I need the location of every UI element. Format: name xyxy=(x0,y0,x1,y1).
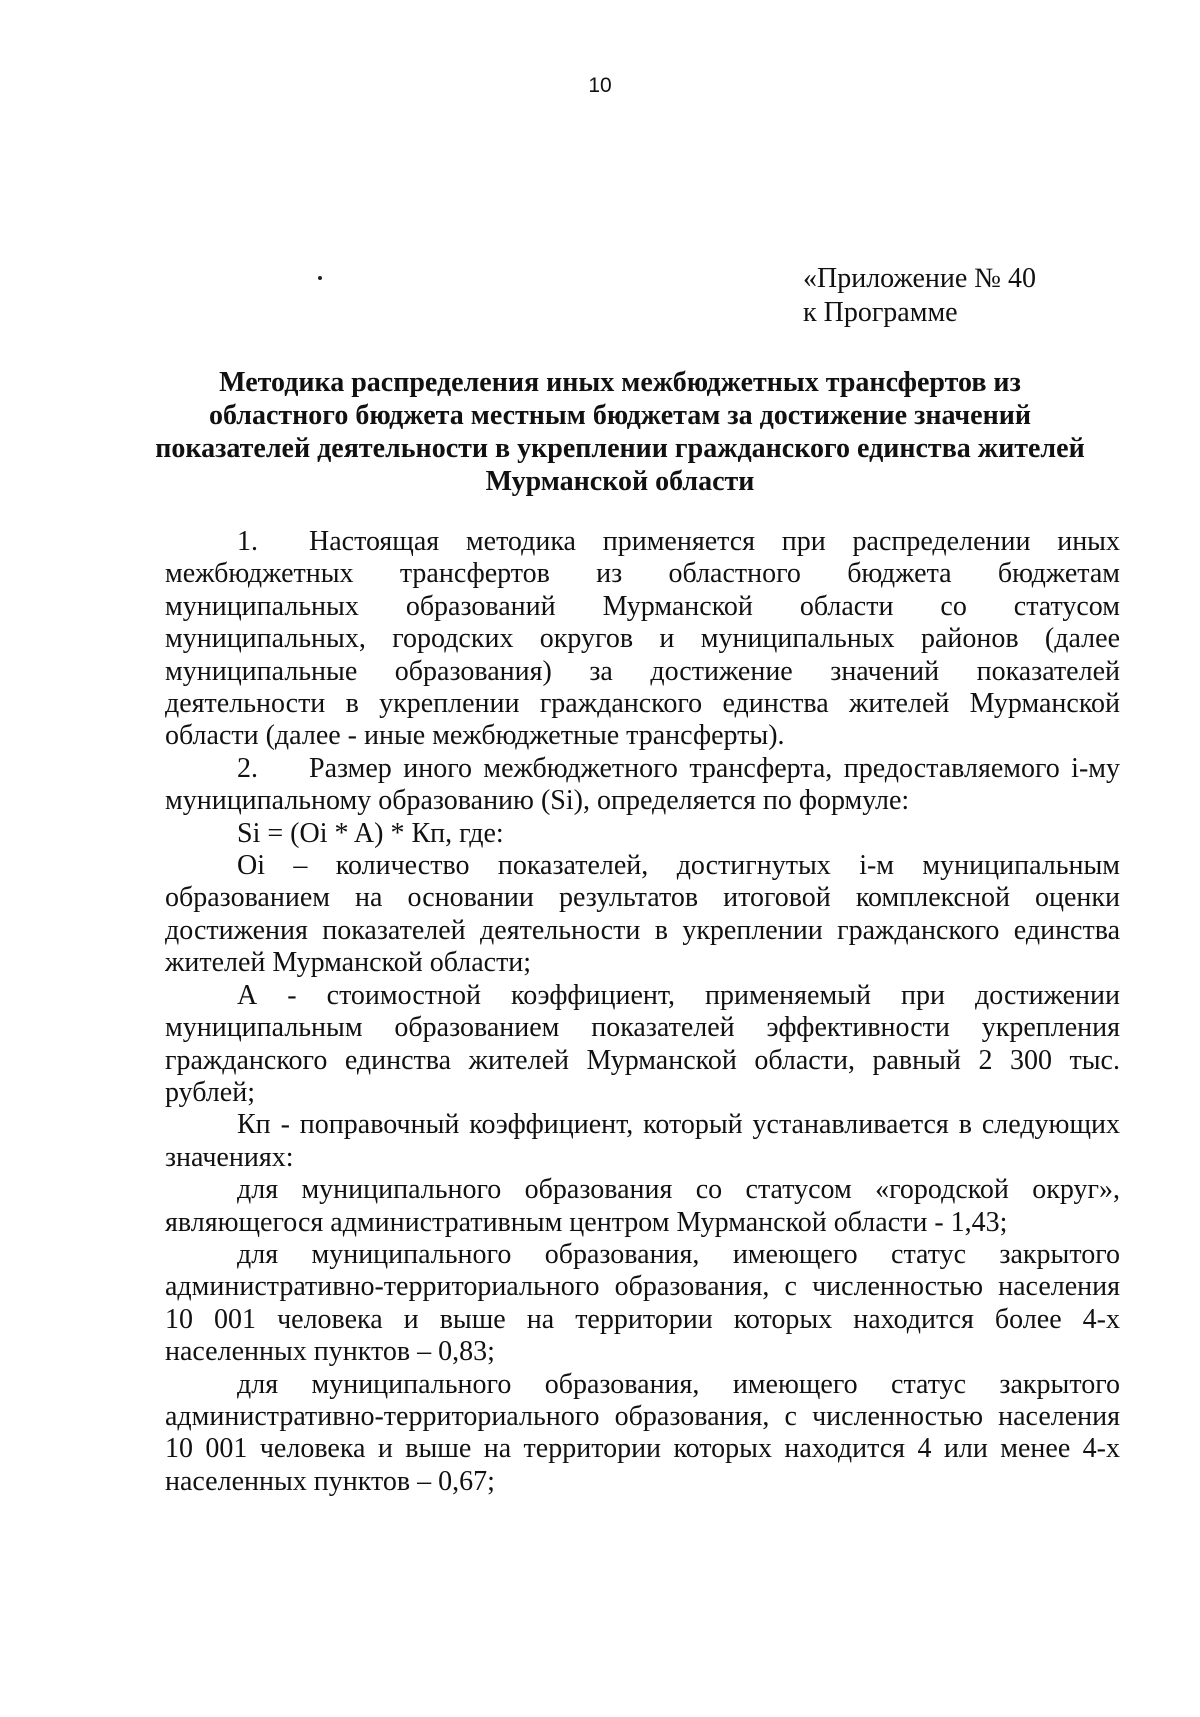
document-title xyxy=(150,366,1090,498)
paragraph-1 xyxy=(165,526,1120,753)
page-number: 10 xyxy=(588,74,612,97)
definition-kp: Кп - поправочный коэффициент, который устанавливается в следующих значениях: xyxy=(165,1109,1120,1173)
title-line-4: Мурманской области xyxy=(485,466,755,497)
stray-dot-mark xyxy=(318,276,322,280)
paragraph-2 xyxy=(165,753,1120,818)
paragraph-1-text: Настоящая методика применяется при распределении иных межбюджетных трансфертов из областного бюджета бюджетам муниципальных образований Мурманской области со статусом муниципальных, городских округов и муниципальных районов (далее муниципальные образования) за достижение значений показателей деятельности в укреплении гражданского единства жителей Мурманской области (далее - иные межбюджетные трансферты). xyxy=(165,526,1120,752)
definition-a: А - стоимостной коэффициент, применяемый при достижении муниципальным образованием показателей эффективности укрепления гражданского единства жителей Мурманской области, равный 2 300 тыс. рублей; xyxy=(165,979,1120,1108)
appendix-note xyxy=(803,262,1036,330)
paragraph-1-number: 1. xyxy=(237,526,258,557)
coefficient-case-3: для муниципального образования, имеющего статус закрытого административно-территориального образования, с численностью населения 10 001 человека и выше на территории которых находится 4 или менее 4-х населенных пунктов – 0,67; xyxy=(165,1368,1120,1497)
title-line-1: Методика распределения иных межбюджетных трансфертов из xyxy=(219,367,1021,398)
formula-line: Si = (Oi * A) * Кп, где: xyxy=(237,817,504,849)
title-line-3: показателей деятельности в укреплении гражданского единства жителей xyxy=(155,433,1085,464)
coefficient-case-2: для муниципального образования, имеющего статус закрытого административно-территориального образования, с численностью населения 10 001 человека и выше на территории которых находится более 4-х населенных пунктов – 0,83; xyxy=(165,1238,1120,1368)
title-line-2: областного бюджета местным бюджетам за достижение значений xyxy=(208,400,1031,431)
appendix-line-2: к Программе xyxy=(803,297,958,328)
paragraph-2-text: Размер иного межбюджетного трансферта, предоставляемого i-му муниципальному образованию (Si), определяется по формуле: xyxy=(165,752,1120,817)
coefficient-case-1: для муниципального образования со статусом «городской округ», являющегося административным центром Мурманской области - 1,43; xyxy=(165,1174,1120,1238)
paragraph-2-number: 2. xyxy=(237,752,258,784)
definition-oi: Oi – количество показателей, достигнутых i-м муниципальным образованием на основании результатов итоговой комплексной оценки достижения показателей деятельности в укреплении гражданского единства жителей Мурманской области; xyxy=(165,850,1120,979)
appendix-line-1: «Приложение № 40 xyxy=(803,263,1036,294)
document-body xyxy=(165,526,1120,1498)
